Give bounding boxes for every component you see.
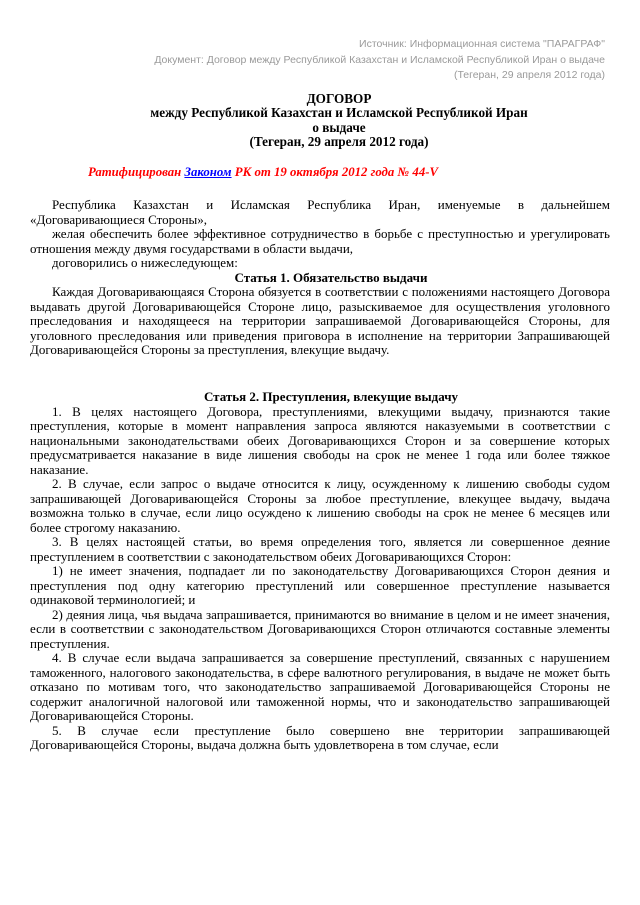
- meta-source-line: Источник: Информационная система "ПАРАГРАФ": [359, 38, 605, 50]
- article-2-paragraph-3: 3. В целях настоящей статьи, во время определения того, является ли совершенное деяние преступлением в соответствии с законодательством обеих Договаривающихся Сторон:: [30, 534, 610, 564]
- article-2-paragraph-1: 1. В целях настоящего Договора, преступлениями, влекущими выдачу, признаются такие преступления, которые в момент направления запроса являются наказуемыми в соответствии с национальными законодательствами обеих Договаривающихся Сторон и за совершение которых предусматривается наказание в виде лишения свободы на срок не менее 1 года или более тяжкое наказание.: [30, 403, 610, 477]
- title-line-2: между Республикой Казахстан и Исламской Республикой Иран: [150, 105, 528, 121]
- document-meta: [0, 0, 640, 84]
- title-line-4: (Тегеран, 29 апреля 2012 года): [249, 134, 429, 150]
- article-2-paragraph-2: 2. В случае, если запрос о выдаче относится к лицу, осужденному к лишению свободы судом запрашивающей Договаривающейся Стороны за любое преступление, влекущее выдачу, выдача возможна только в случае, если лицо осуждено к лишению свободы на срок не менее 6 месяцев или более строгому наказанию.: [30, 476, 610, 535]
- law-link[interactable]: Законом: [184, 164, 232, 179]
- ratification-suffix: РК от 19 октября 2012 года № 44-V: [231, 164, 439, 179]
- meta-doc-line-2: (Тегеран, 29 апреля 2012 года): [453, 69, 605, 81]
- ratification-prefix: Ратифицирован: [88, 164, 185, 179]
- article-2-paragraph-5: 5. В случае если преступление было совершено вне территории запрашивающей Договаривающейся Стороны, выдача должна быть удовлетворена в том случае, если: [30, 722, 610, 753]
- preamble-paragraph-3: договорились о нижеследующем:: [52, 255, 238, 271]
- preamble-paragraph-2: желая обеспечить более эффективное сотрудничество в борьбе с преступностью и урегулировать отношения между двумя государствами в области выдачи,: [30, 226, 610, 256]
- ratification-note: [88, 165, 610, 180]
- article-2-subitem-2: 2) деяния лица, чья выдача запрашивается, принимаются во внимание в целом и не имеет значения, если в соответствии с законодательством Договаривающихся Сторон отличаются составные элементы преступления.: [30, 606, 610, 651]
- title-line-3: о выдаче: [312, 119, 366, 135]
- document-body: [30, 198, 610, 752]
- meta-doc-line-1: Документ: Договор между Республикой Казахстан и Исламской Республикой Иран о выдаче: [154, 53, 605, 66]
- article-2-subitem-1: 1) не имеет значения, подпадает ли по законодательству Договаривающихся Сторон деяния и преступления под одну категорию преступлений или совершенное преступление называется одинаковой терминологией; и: [30, 563, 610, 608]
- preamble-paragraph-1: Республика Казахстан и Исламская Республика Иран, именуемые в дальнейшем «Договаривающиеся Стороны»,: [30, 197, 610, 227]
- article-1-paragraph-1: Каждая Договаривающаяся Сторона обязуется в соответствии с положениями настоящего Договора выдавать другой Договаривающейся Стороне лицо, разыскиваемое для осуществления уголовного преследования и находящееся на территории запрашиваемой Договаривающейся Стороны, для уголовного преследования или приведения приговора в исполнение на территории Запрашивающей Договаривающейся Стороны за преступления, влекущие выдачу.: [30, 284, 610, 358]
- document-title: [68, 92, 610, 150]
- article-2-paragraph-4: 4. В случае если выдача запрашивается за совершение преступлений, связанных с нарушением таможенного, налогового законодательства, в сфере валютного регулирования, в выдаче не может быть отказано по мотивам того, что законодательство запрашиваемой Договаривающейся Стороны не содержит аналогичной налоговой или таможенной нормы, что и законодательство запрашивающей Договаривающейся Стороны.: [30, 650, 610, 724]
- article-1-heading: Статья 1. Обязательство выдачи: [234, 269, 428, 285]
- title-line-1: ДОГОВОР: [306, 90, 372, 106]
- article-2-heading: Статья 2. Преступления, влекущие выдачу: [203, 388, 459, 404]
